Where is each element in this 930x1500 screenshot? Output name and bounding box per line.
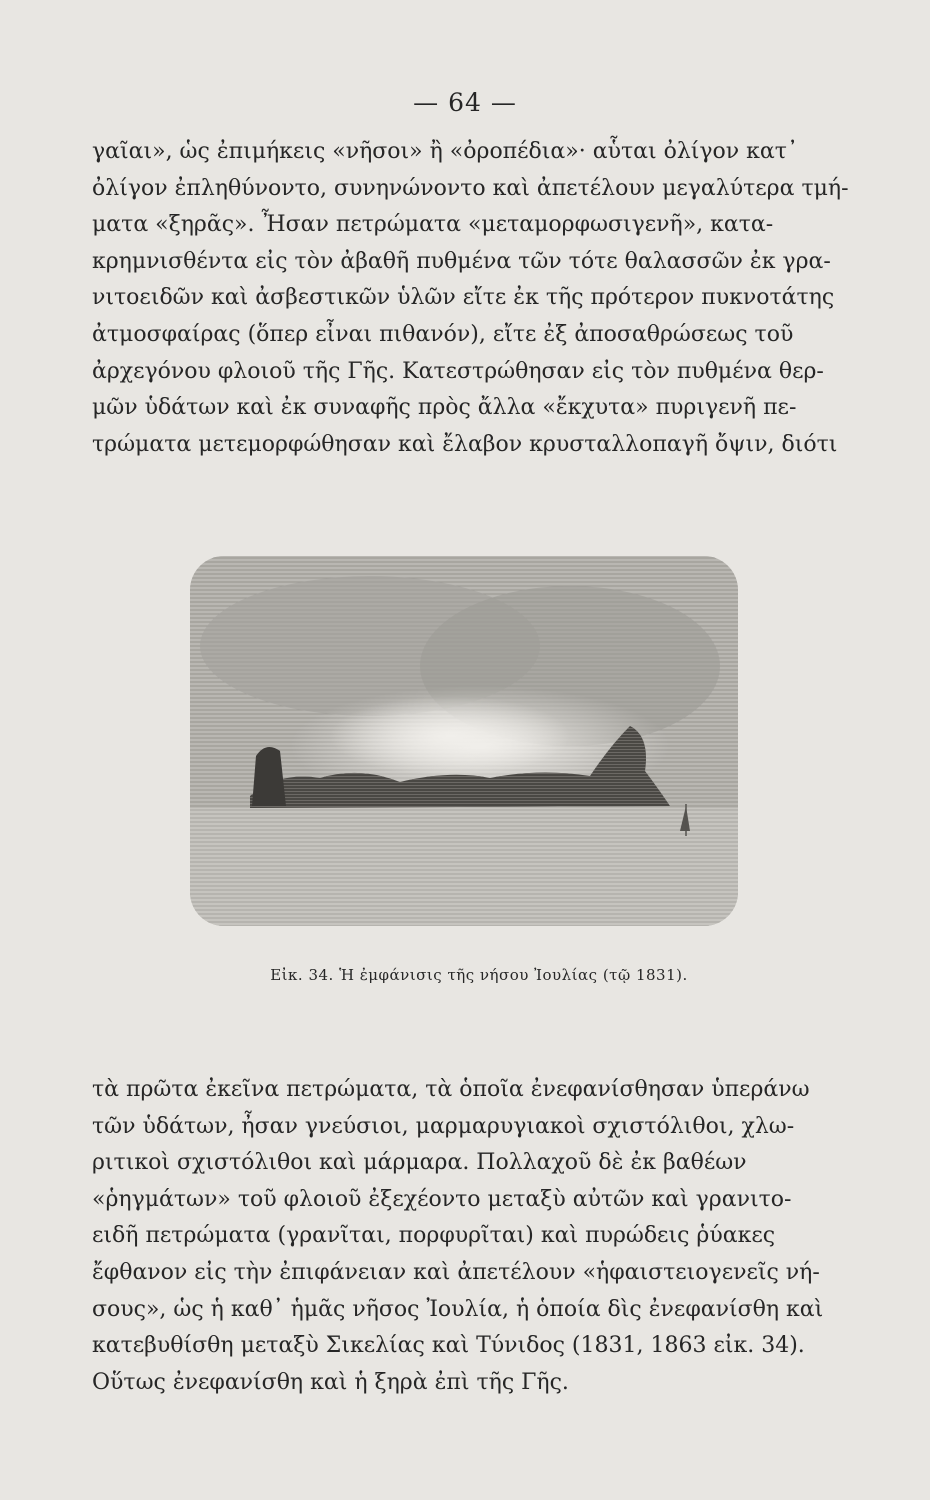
text-line: τῶν ὑδάτων, ἦσαν γνεύσιοι, μαρμαρυγιακοὶ σχιστόλιθοι, χλω-	[92, 1113, 795, 1139]
text-line: ματα «ξηρᾶς». Ἦσαν πετρώματα «μεταμορφωσιγενῆ», κατα-	[92, 212, 774, 238]
text-line: «ῥηγμάτων» τοῦ φλοιοῦ ἐξεχέοντο μεταξὺ αὐτῶν καὶ γρανιτο-	[92, 1186, 792, 1212]
text-line: γαῖαι», ὡς ἐπιμήκεις «νῆσοι» ἢ «ὀροπέδια»· αὗται ὀλίγον κατ᾽	[92, 139, 798, 164]
text-line: Οὕτως ἐνεφανίσθη καὶ ἡ ξηρὰ ἐπὶ τῆς Γῆς.	[92, 1369, 569, 1395]
figure-caption	[0, 966, 930, 984]
page-number: — 64 —	[413, 88, 517, 117]
text-line: νιτοειδῶν καὶ ἀσβεστικῶν ὑλῶν εἴτε ἐκ τῆς πρότερον πυκνοτάτης	[92, 285, 835, 311]
volcanic-island-engraving-icon	[190, 556, 738, 926]
text-line: ἀρχεγόνου φλοιοῦ τῆς Γῆς. Κατεστρώθησαν εἰς τὸν πυθμένα θερ-	[92, 358, 824, 384]
figure-caption-text: Εἰκ. 34. Ἡ ἐμφάνισις τῆς νήσου Ἰουλίας (τῷ 1831).	[270, 966, 688, 984]
paragraph-bottom	[92, 1072, 862, 1401]
text-line: ἔφθανον εἰς τὴν ἐπιφάνειαν καὶ ἀπετέλουν «ἡφαιστειογενεῖς νή-	[92, 1259, 820, 1285]
paragraph-top	[92, 134, 862, 463]
text-line: ἀτμοσφαίρας (ὅπερ εἶναι πιθανόν), εἴτε ἐξ ἀποσαθρώσεως τοῦ	[92, 321, 794, 347]
text-line: κρημνισθέντα εἰς τὸν ἀβαθῆ πυθμένα τῶν τότε θαλασσῶν ἐκ γρα-	[92, 248, 831, 274]
text-line: ριτικοὶ σχιστόλιθοι καὶ μάρμαρα. Πολλαχοῦ δὲ ἐκ βαθέων	[92, 1150, 747, 1176]
text-line: τὰ πρῶτα ἐκεῖνα πετρώματα, τὰ ὁποῖα ἐνεφανίσθησαν ὑπεράνω	[92, 1077, 810, 1102]
text-line: μῶν ὑδάτων καὶ ἐκ συναφῆς πρὸς ἄλλα «ἔκχυτα» πυριγενῆ πε-	[92, 395, 797, 421]
text-line: σους», ὡς ἡ καθ᾽ ἡμᾶς νῆσος Ἰουλία, ἡ ὁποία δὶς ἐνεφανίσθη καὶ	[92, 1296, 824, 1322]
text-line: κατεβυθίσθη μεταξὺ Σικελίας καὶ Τύνιδος (1831, 1863 εἰκ. 34).	[92, 1333, 805, 1359]
text-line: τρώματα μετεμορφώθησαν καὶ ἔλαβον κρυσταλλοπαγῆ ὄψιν, διότι	[92, 431, 838, 457]
text-line: ὀλίγον ἐπληθύνοντο, συνηνώνοντο καὶ ἀπετέλουν μεγαλύτερα τμή-	[92, 175, 849, 201]
text-line: ειδῆ πετρώματα (γρανῖται, πορφυρῖται) καὶ πυρώδεις ῥύακες	[92, 1223, 776, 1249]
